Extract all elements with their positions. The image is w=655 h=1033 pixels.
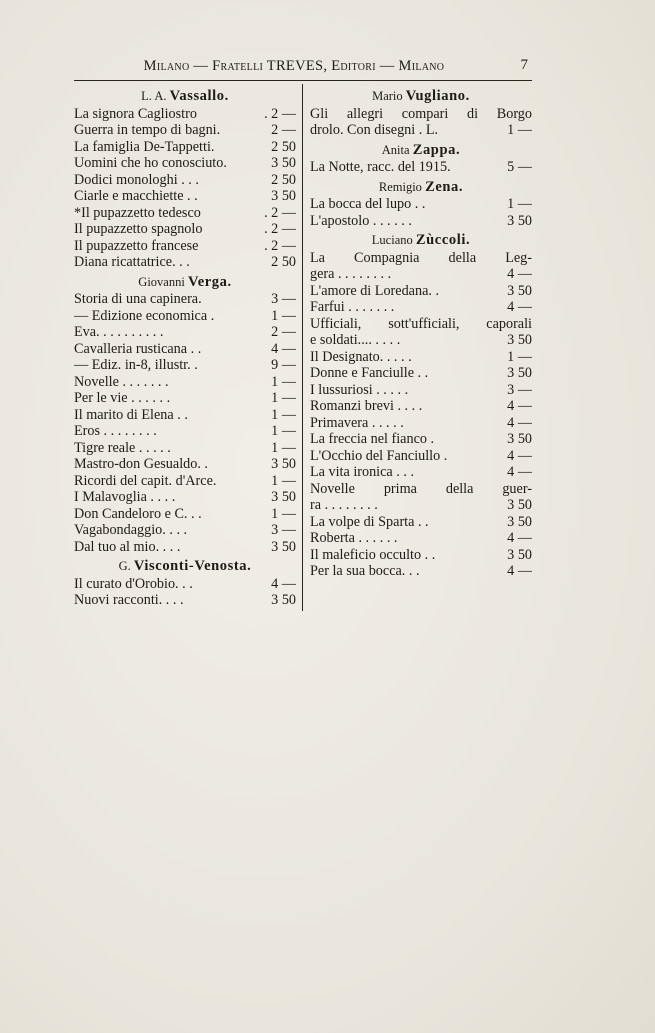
entry-title: Farfui . . . . . . . — [310, 299, 395, 315]
entry-price: 4 — — [507, 414, 532, 431]
catalog-entry — [74, 539, 296, 556]
entry-price: 1 — — [271, 406, 296, 423]
entry-title: Guerra in tempo di bagni. — [74, 122, 221, 138]
entry-title: La Notte, racc. del 1915. — [310, 159, 451, 175]
catalog-entry — [74, 238, 296, 255]
entry-title: Nuovi racconti. . . . — [74, 592, 184, 608]
entry-price: 1 — — [271, 439, 296, 456]
running-header-title: Milano — Fratelli TREVES, Editori — Milano — [143, 58, 445, 74]
catalog-entry — [74, 456, 296, 473]
entry-price: 1 — — [507, 122, 532, 138]
entry-price: 9 — — [271, 357, 296, 373]
catalog-entry — [74, 106, 296, 123]
entry-price: 2 50 — [271, 138, 296, 155]
entry-title: I lussuriosi . . . . . — [310, 381, 409, 398]
author-first-name: Luciano — [371, 233, 413, 247]
entry-title: Il curato d'Orobio. . . — [74, 575, 193, 592]
catalog-entry — [74, 407, 296, 424]
entry-price: 1 — — [271, 423, 296, 439]
catalog-entry — [74, 324, 296, 341]
entry-title: Uomini che ho conosciuto. — [74, 155, 227, 171]
running-header — [74, 54, 532, 80]
entry-price: 3 50 — [271, 538, 296, 555]
catalog-entry — [74, 440, 296, 457]
entry-price: 5 — — [507, 159, 532, 175]
catalog-entry — [74, 473, 296, 490]
entry-price: 3 50 — [507, 282, 532, 299]
entry-title: L'apostolo . . . . . . — [310, 212, 412, 229]
catalog-entry — [310, 196, 532, 213]
entry-title-line: Gli allegri compari di Borgo — [310, 105, 532, 122]
entry-title: Dal tuo al mio. . . . — [74, 538, 181, 555]
entry-title: Novelle . . . . . . . — [74, 373, 169, 390]
entry-price: 4 — — [507, 530, 532, 546]
entry-price: 3 50 — [507, 546, 532, 563]
entry-price: 3 — — [271, 291, 296, 307]
author-surname: Zena. — [425, 178, 464, 195]
entry-price: 4 — — [507, 464, 532, 480]
entry-price: 3 50 — [507, 212, 532, 229]
catalog-entry — [310, 250, 532, 283]
author-heading — [74, 558, 296, 575]
entry-title: drolo. Con disegni . L. — [310, 122, 439, 138]
left-column — [74, 85, 296, 609]
entry-title-line: Ufficiali, sott'ufficiali, caporali — [310, 315, 532, 332]
entry-title: Per la sua bocca. . . — [310, 563, 420, 579]
entry-price: 2 50 — [271, 171, 296, 188]
entry-title: L'amore di Loredana. . — [310, 282, 440, 299]
entry-price: 3 50 — [507, 513, 532, 530]
author-surname: Visconti-Venosta. — [133, 558, 252, 574]
entry-price: 3 50 — [271, 456, 296, 472]
entry-title-line: Novelle prima della guer- — [310, 480, 532, 497]
catalog-entry — [310, 530, 532, 547]
catalog-entry — [310, 283, 532, 300]
author-surname: Vugliano. — [405, 88, 470, 104]
catalog-entry — [310, 106, 532, 139]
entry-price: 4 — — [507, 299, 532, 315]
catalog-entry — [74, 423, 296, 440]
entry-title: Roberta . . . . . . — [310, 530, 398, 546]
author-first-name: G. — [118, 559, 131, 573]
entry-title: Storia di una capinera. — [74, 291, 202, 307]
entry-price: 4 — — [507, 266, 532, 282]
catalog-entry — [74, 357, 296, 374]
entry-title-line: La Compagnia della Leg- — [310, 249, 532, 266]
entry-price: 3 50 — [507, 332, 532, 348]
entry-title: Eva. . . . . . . . . . — [74, 324, 164, 340]
entry-price: 2 50 — [271, 254, 296, 270]
author-heading — [74, 274, 296, 291]
catalog-entry — [310, 448, 532, 465]
catalog-entry — [74, 522, 296, 539]
catalog-entry — [310, 299, 532, 316]
author-first-name: L. A. — [141, 89, 167, 103]
catalog-entry — [310, 398, 532, 415]
entry-price: . 2 — — [264, 105, 296, 122]
catalog-entry — [310, 514, 532, 531]
entry-title: Mastro-don Gesualdo. . — [74, 456, 208, 472]
catalog-entry — [74, 221, 296, 238]
author-first-name: Mario — [372, 89, 403, 103]
entry-title: L'Occhio del Fanciullo . — [310, 447, 448, 464]
entry-price: 3 50 — [271, 592, 296, 608]
author-first-name: Remigio — [378, 179, 422, 194]
entry-price: 1 — — [507, 196, 532, 212]
author-heading — [74, 88, 296, 105]
entry-price: . 2 — — [264, 204, 296, 221]
catalog-entry — [310, 563, 532, 580]
entry-price: 4 — — [507, 563, 532, 579]
entry-price: 4 — — [507, 447, 532, 464]
entry-price: 2 — — [271, 122, 296, 138]
catalog-entry — [74, 374, 296, 391]
catalog-entry — [74, 172, 296, 189]
entry-title: e soldati.... . . . . — [310, 332, 401, 348]
entry-title: I Malavoglia . . . . — [74, 489, 176, 505]
entry-title: Il pupazzetto francese — [74, 237, 199, 254]
entry-price: 1 — — [271, 307, 296, 324]
entry-title: La famiglia De-Tappetti. — [74, 138, 215, 155]
entry-title: — Ediz. in-8, illustr. . — [74, 357, 198, 373]
catalog-entry — [74, 341, 296, 358]
catalog-entry — [310, 464, 532, 481]
author-surname: Vassallo. — [169, 88, 229, 104]
entry-title: Il maleficio occulto . . — [310, 546, 436, 563]
author-surname: Verga. — [187, 273, 232, 290]
entry-price: 4 — — [507, 398, 532, 414]
catalog-entry — [310, 481, 532, 514]
catalog-entry — [74, 308, 296, 325]
entry-price: 1 — — [507, 348, 532, 365]
author-surname: Zappa. — [412, 141, 461, 158]
entry-price: 3 50 — [507, 431, 532, 447]
catalog-entry — [310, 159, 532, 176]
entry-price: 3 50 — [271, 155, 296, 171]
entry-title: Tigre reale . . . . . — [74, 439, 171, 456]
catalog-entry — [74, 188, 296, 205]
entry-title: — Edizione economica . — [74, 307, 215, 324]
entry-title: La signora Cagliostro — [74, 105, 197, 122]
entry-price: 1 — — [271, 505, 296, 522]
entry-title: gera . . . . . . . . — [310, 266, 392, 282]
entry-title: Don Candeloro e C. . . — [74, 505, 202, 522]
entry-price: 3 50 — [507, 365, 532, 381]
entry-title: Il pupazzetto spagnolo — [74, 221, 203, 237]
entry-title: Romanzi brevi . . . . — [310, 398, 423, 414]
right-column — [310, 85, 532, 580]
catalog-entry — [310, 415, 532, 432]
entry-price: 1 — — [271, 390, 296, 406]
author-first-name: Anita — [381, 142, 410, 157]
entry-title: Donne e Fanciulle . . — [310, 365, 429, 381]
entry-price: 3 — — [271, 522, 296, 538]
catalog-entry — [74, 254, 296, 271]
entry-title: La bocca del lupo . . — [310, 196, 426, 212]
catalog-entry — [74, 390, 296, 407]
catalog-entry — [310, 213, 532, 230]
entry-price: . 2 — — [264, 221, 296, 237]
entry-title: La freccia nel fianco . — [310, 431, 435, 447]
entry-price: 3 50 — [271, 489, 296, 505]
entry-title: ra . . . . . . . . — [310, 497, 378, 513]
entry-title: Vagabondaggio. . . . — [74, 522, 188, 538]
catalog-entry — [310, 382, 532, 399]
entry-title: Ciarle e macchiette . . — [74, 188, 198, 204]
catalog-entry — [74, 155, 296, 172]
entry-title: Il Designato. . . . . — [310, 348, 412, 365]
entry-title: La volpe di Sparta . . — [310, 513, 429, 530]
catalog-entry — [310, 547, 532, 564]
entry-title: Il marito di Elena . . — [74, 406, 188, 423]
catalog-entry — [74, 205, 296, 222]
catalog-entry — [74, 122, 296, 139]
entry-price: 2 — — [271, 324, 296, 340]
catalog-entry — [310, 431, 532, 448]
entry-price: 4 — — [271, 575, 296, 592]
entry-price: 1 — — [271, 373, 296, 390]
entry-title: Dodici monologhi . . . — [74, 171, 199, 188]
entry-price: 3 50 — [507, 497, 532, 513]
catalog-entry — [74, 291, 296, 308]
header-rule — [74, 80, 532, 81]
author-heading — [310, 179, 532, 196]
author-heading — [310, 88, 532, 105]
entry-title: Primavera . . . . . — [310, 414, 404, 431]
entry-price: 3 50 — [271, 188, 296, 204]
entry-title: Diana ricattatrice. . . — [74, 254, 190, 270]
author-heading — [310, 142, 532, 159]
entry-title: *Il pupazzetto tedesco — [74, 204, 201, 221]
author-heading — [310, 232, 532, 249]
entry-title: Eros . . . . . . . . — [74, 423, 157, 439]
catalog-entry — [74, 592, 296, 609]
catalog-entry — [74, 506, 296, 523]
entry-title: Per le vie . . . . . . — [74, 390, 171, 406]
author-surname: Zùccoli. — [415, 232, 471, 248]
catalog-entry — [74, 139, 296, 156]
page-number: 7 — [520, 57, 528, 73]
column-divider — [302, 84, 303, 611]
catalog-entry — [310, 365, 532, 382]
entry-title: La vita ironica . . . — [310, 464, 415, 480]
entry-price: . 2 — — [264, 237, 296, 254]
entry-price: 4 — — [271, 340, 296, 357]
entry-title: Ricordi del capit. d'Arce. — [74, 472, 217, 489]
catalog-entry — [310, 316, 532, 349]
entry-price: 3 — — [507, 381, 532, 398]
catalog-entry — [310, 349, 532, 366]
author-first-name: Giovanni — [138, 274, 185, 289]
entry-price: 1 — — [271, 472, 296, 489]
catalog-entry — [74, 489, 296, 506]
catalog-entry — [74, 576, 296, 593]
entry-title: Cavalleria rusticana . . — [74, 340, 202, 357]
